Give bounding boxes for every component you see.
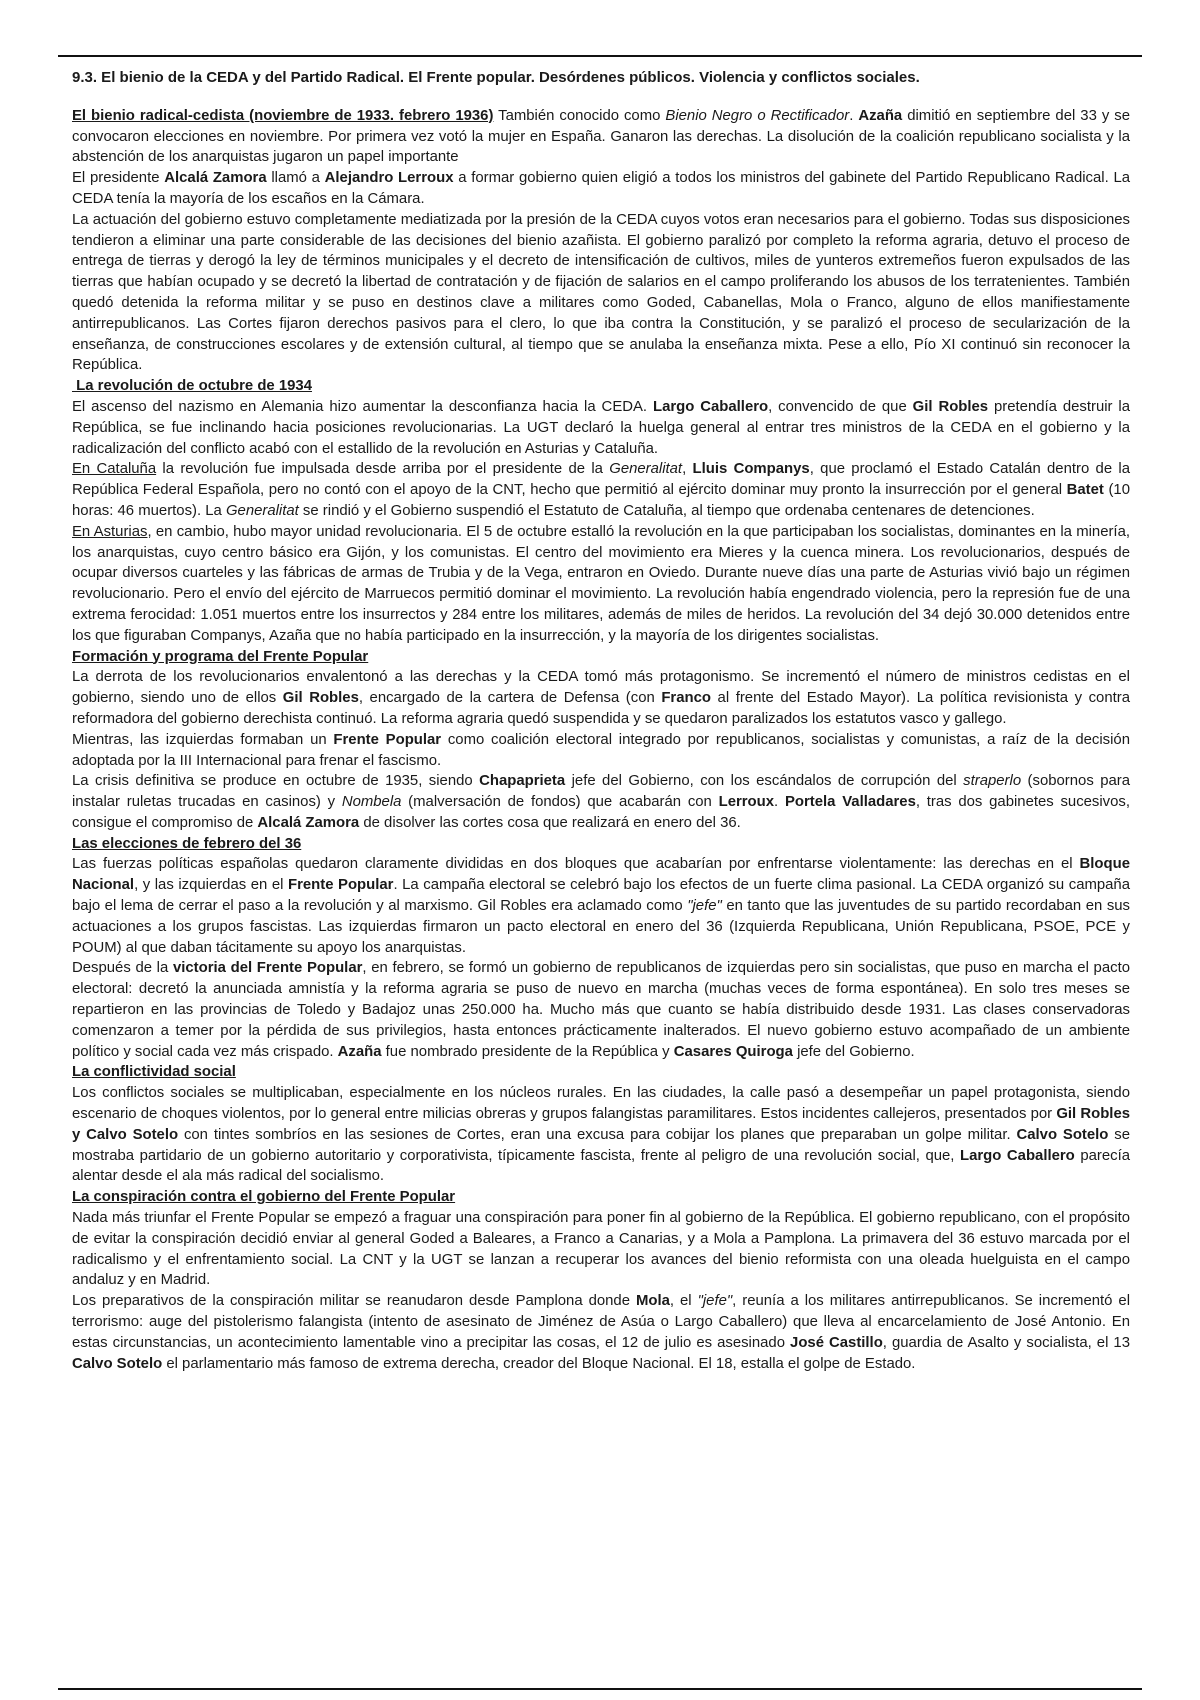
section-heading: Las elecciones de febrero del 36 (72, 835, 302, 852)
paragraph (72, 1062, 1130, 1083)
italic-term: "jefe" (687, 898, 722, 915)
text-run: También conocido como (493, 107, 666, 124)
top-rule (58, 55, 1142, 57)
text-run: Después de la (72, 960, 173, 977)
text-run: (sobornos para instalar ruletas trucadas en casinos) y (72, 773, 1131, 811)
text-run: , encargado de la cartera de Defensa (con (358, 690, 662, 707)
italic-term: Nombela (341, 794, 402, 811)
text-run: , en cambio, hubo mayor unidad revolucionaria. El 5 de octubre estalló la revolución en la que participaban los socialistas, dominantes en la minería, los anarquistas, cuyo centro básico era Gijón, y los comunistas. El centro del movimiento era Mieres y la cuenca minera. Los revolucionarios, después de ocupar diversos cuarteles y las fábricas de armas de Trubia y de la Vega, entraron en Oviedo. Durante nueve días una parte de Asturias vivió bajo un régimen revolucionario. Pero el envío del ejército de Marruecos permitió dominar el movimiento. La revolución había engendrado violencia, pero la represión fue de una extrema ferocidad: 1.051 muertos entre los insurrectos y 284 entre los militares, además de miles de heridos. La revolución del 34 dejó 30.000 detenidos entre los que figuraban Companys, Azaña que no había participado en la insurrección, y la mayoría de los dirigentes socialistas. (72, 523, 1130, 644)
bottom-rule (58, 1688, 1142, 1690)
underlined-term: En Cataluña (72, 461, 157, 478)
bold-name: Azaña (858, 107, 903, 124)
text-run: , convencido de que (768, 398, 913, 415)
italic-term: Bienio Negro o Rectificador (665, 107, 850, 124)
text-run: con tintes sombríos en las sesiones de Cortes, eran una excusa para cobijar los planes que preparaban un golpe militar. (178, 1126, 1017, 1143)
paragraph (72, 397, 1130, 459)
paragraph: Nada más triunfar el Frente Popular se empezó a fraguar una conspiración para poner fin al gobierno de la República. El gobierno republicano, con el propósito de evitar la conspiración decidió enviar al general Goded a Baleares, a Franco a Canarias, y a Mola a Pamplona. La primavera del 36 estuvo marcada por el radicalismo y el enfrentamiento social. La CNT y la UGT se lanzan a recuperar los avances del bienio reformista con una oleada huelguista en el campo andaluz y en Madrid. (72, 1210, 1130, 1289)
section-heading: La revolución de octubre de 1934 (72, 378, 312, 395)
text-run: Los preparativos de la conspiración militar se reanudaron desde Pamplona donde (72, 1293, 636, 1310)
text-run: La derrota de los revolucionarios envalentonó a las derechas y la CEDA tomó más protagonismo. Se incrementó el número de ministros cedistas en el gobierno, siendo uno de ellos (72, 669, 1130, 707)
text-run: jefe del Gobierno. (792, 1043, 915, 1060)
bold-name: Calvo Sotelo (72, 1355, 163, 1372)
page-title: 9.3. El bienio de la CEDA y del Partido Radical. El Frente popular. Desórdenes públicos. Violencia y conflictos sociales. (72, 69, 920, 86)
text-run: . (774, 794, 785, 811)
text-run: la revolución fue impulsada desde arriba por el presidente de la (156, 461, 610, 478)
text-run: pretendía destruir la República, se fue inclinando hacia posiciones revolucionarias. La UGT declaró la huelga general al entrar tres ministros de la CEDA en el gobierno y la radicalización del conflicto acabó con el estallido de la revolución en Asturias y Cataluña. (72, 398, 1131, 457)
bold-name: Portela Valladares (784, 794, 916, 811)
section-heading: El bienio radical-cedista (noviembre de 1933. febrero 1936) (72, 107, 494, 124)
italic-term: "jefe" (697, 1293, 733, 1310)
text-run: se rindió y el Gobierno suspendió el Estatuto de Cataluña, al tiempo que ordenaba centenares de detenciones. (298, 502, 1035, 519)
paragraph (72, 522, 1130, 647)
bold-name: Azaña (337, 1043, 382, 1060)
bold-name: Frente Popular (333, 731, 442, 748)
text-run: , el (669, 1293, 698, 1310)
bold-name: Gil Robles y Calvo Sotelo (72, 1106, 1131, 1143)
bold-name: Largo Caballero (960, 1147, 1075, 1164)
bold-name: Largo Caballero (652, 398, 769, 415)
text-run: Los conflictos sociales se multiplicaban, especialmente en los núcleos rurales. En las ciudades, la calle pasó a desempeñar un papel protagonista, siendo escenario de choques violentos, por lo general entre milicias obreras y grupos falangistas paramilitares. Estos incidentes callejeros, presentados por (72, 1085, 1130, 1123)
underlined-term: En Asturias (72, 523, 148, 540)
bold-name: Gil Robles (912, 398, 989, 415)
paragraph (72, 106, 1130, 168)
bold-name: victoria del Frente Popular (172, 960, 363, 977)
bold-name: Alcalá Zamora (257, 814, 360, 831)
text-run: , en febrero, se formó un gobierno de republicanos de izquierdas pero sin socialistas, que puso en marcha el pacto electoral: decretó la anunciada amnistía y la reforma agraria se puso de nuevo en marcha (muchas veces de forma espontánea). En solo tres meses se repartieron en las provincias de Toledo y Badajoz unas 250.000 ha. Mucho más que cuanto se había distribuido desde 1931. Las clases conservadoras comenzaron a temer por la pérdida de sus privilegios, hasta entonces prácticamente inalterados. El nuevo gobierno estuvo acompañado de un ambiente político y social cada vez más crispado. (72, 960, 1130, 1060)
text-run: parecía alentar desde el ala más radical del socialismo. (72, 1147, 1131, 1185)
paragraph (72, 958, 1130, 1062)
bold-name: Lluis Companys (692, 461, 810, 478)
bold-name: Casares Quiroga (673, 1043, 793, 1060)
paragraph (72, 834, 1130, 855)
paragraph (72, 1291, 1130, 1374)
paragraph (72, 1083, 1130, 1187)
section-heading: La conflictividad social (72, 1064, 236, 1081)
text-run: a formar gobierno quien eligió a todos los ministros del gabinete del Partido Republicano Radical. La CEDA tenía la mayoría de los escaños en la Cámara. (72, 170, 1131, 207)
text-run: fue nombrado presidente de la República y (381, 1043, 674, 1060)
italic-term: Generalitat (225, 502, 299, 519)
text-run: . (849, 107, 859, 124)
text-run: de disolver las cortes cosa que realizará en enero del 36. (359, 814, 741, 831)
bold-name: Mola (635, 1293, 670, 1310)
text-run: (10 horas: 46 muertos). La (72, 482, 1130, 519)
paragraph (72, 168, 1130, 210)
text-run: . La campaña electoral se celebró bajo los efectos de un fuerte clima pasional. La CEDA organizó su campaña bajo el lema de cerrar el paso a la revolución y al marxismo. Gil Robles era aclamado como (72, 877, 1130, 915)
text-run: , y las izquierdas en el (134, 877, 288, 894)
text-run: llamó a (266, 170, 325, 187)
text-run: el parlamentario más famoso de extrema derecha, creador del Bloque Nacional. El 18, estalla el golpe de Estado. (162, 1355, 916, 1372)
text-run: El ascenso del nazismo en Alemania hizo aumentar la desconfianza hacia la CEDA. (72, 398, 653, 415)
text-run: , guardia de Asalto y socialista, el 13 (882, 1334, 1130, 1351)
paragraph (72, 376, 1130, 397)
paragraph (72, 771, 1130, 833)
text-run: El presidente (72, 170, 165, 187)
bold-name: Batet (1066, 482, 1104, 499)
text-run: en tanto que las juventudes de su partido recordaban en sus actuaciones a los grupos fascistas. Las izquierdas firmaron un pacto electoral en enero del 36 (Izquierda Republicana, Unión Republicana, PSOE, PCE y POUM) al que daban tácitamente su apoyo los anarquistas. (72, 898, 1130, 956)
bold-name: Gil Robles (282, 690, 359, 707)
text-run: dimitió en septiembre del 33 y se convocaron elecciones en noviembre. Por primera vez votó la mujer en España. Ganaron las derechas. La disolución de la coalición republicano socialista y la abstención de los anarquistas jugaron un papel importante (72, 107, 1130, 166)
text-run: , tras dos gabinetes sucesivos, consigue el compromiso de (72, 794, 1130, 831)
italic-term: Generalitat (609, 461, 683, 478)
bold-name: Chapaprieta (479, 773, 566, 790)
text-run: , (682, 461, 693, 478)
paragraph (72, 730, 1130, 772)
bold-name: Alcalá Zamora (164, 170, 267, 187)
paragraph: La actuación del gobierno estuvo completamente mediatizada por la presión de la CEDA cuyos votos eran necesarios para el gobierno. Todas sus disposiciones tendieron a eliminar una parte considerable de las decisiones del bienio azañista. El gobierno paralizó por completo la reforma agraria, detuvo el proceso de entrega de tierras y derogó la ley de términos municipales y el decreto de intensificación de cultivos, miles de yunteros extremeños fueron expulsados de las tierras que habían ocupado y se decretó la libertad de contratación y de fijación de salarios en el campo proliferando los abusos de los terratenientes. También quedó detenida la reforma militar y se puso en destinos clave a militares como Goded, Cabanellas, Mola o Franco, alguno de ellos manifiestamente antirrepublicanos. Las Cortes fijaron derechos pasivos para el clero, lo que iba contra la Constitución, y se paralizó el proceso de secularización de la enseñanza, de construcciones escolares y de extensión cultural, al tiempo que se anulaba la enseñanza mixta. Pese a ello, Pío XI continuó sin reconocer la República. (72, 211, 1130, 374)
text-run: , reunía a los militares antirrepublicanos. Se incrementó el terrorismo: auge del pistolerismo falangista (intento de asesinato de Jiménez de Asúa o Largo Caballero) que lleva al encarcelamiento de José Antonio. En estas circunstancias, un acontecimiento lamentable vino a precipitar las cosas, el 12 de julio es asesinado (72, 1293, 1130, 1351)
section-heading: Formación y programa del Frente Popular (72, 648, 369, 665)
section-heading: La conspiración contra el gobierno del Frente Popular (72, 1189, 456, 1206)
bold-name: Lerroux (718, 794, 775, 811)
bold-name: Frente Popular (287, 877, 394, 894)
paragraph (72, 854, 1130, 958)
italic-term: straperlo (963, 773, 1022, 790)
text-run: La crisis definitiva se produce en octubre de 1935, siendo (72, 773, 480, 790)
paragraph (72, 1187, 1130, 1208)
paragraph (72, 647, 1130, 668)
paragraph (72, 667, 1130, 729)
text-run: , que proclamó el Estado Catalán dentro de la República Federal Española, pero no contó con el apoyo de la CNT, hecho que permitió al ejército dominar muy pronto la insurrección por el general (72, 461, 1131, 499)
text-run: Mientras, las izquierdas formaban un (72, 731, 334, 748)
text-run: como coalición electoral integrado por republicanos, socialistas y comunistas, a raíz de la decisión adoptada por la III Internacional para frenar el fascismo. (72, 731, 1130, 769)
bold-name: José Castillo (790, 1334, 883, 1351)
text-run: Las fuerzas políticas españolas quedaron claramente divididas en dos bloques que acabarían por enfrentarse violentamente: las derechas en el (72, 856, 1080, 873)
bold-name: Bloque Nacional (72, 856, 1130, 894)
text-run: (malversación de fondos) que acabarán con (401, 794, 719, 811)
text-run: se mostraba partidario de un gobierno autoritario y corporativista, típicamente fascista, frente al peligro de una revolución social, que, (72, 1126, 1130, 1164)
document-body (72, 68, 1130, 1374)
bold-name: Franco (661, 690, 711, 707)
bold-name: Calvo Sotelo (1016, 1126, 1109, 1143)
paragraph (72, 459, 1130, 521)
text-run: al frente del Estado Mayor). La política revisionista y contra reformadora del gobierno derechista continuó. La reforma agraria quedó suspendida y se quedaron paralizados los estatutos vasco y gallego. (72, 690, 1130, 727)
text-run: jefe del Gobierno, con los escándalos de corrupción del (565, 773, 964, 790)
bold-name: Alejandro Lerroux (324, 170, 454, 187)
